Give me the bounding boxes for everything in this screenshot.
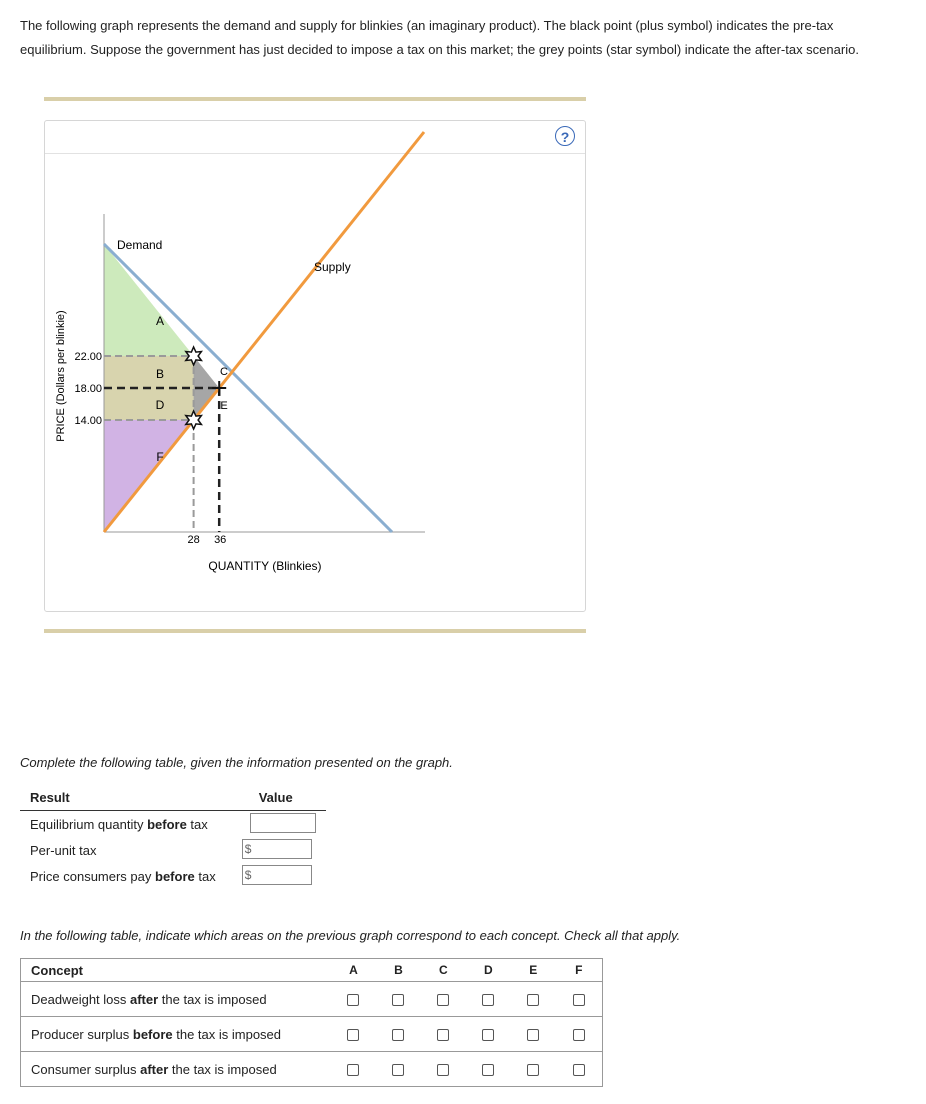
row-label-bold: before: [155, 868, 195, 884]
concept-row-consumer-surplus: [21, 1052, 603, 1087]
row-label-post: tax: [186, 816, 208, 832]
col-area-A: A: [331, 959, 376, 982]
area-label-F: F: [156, 450, 164, 464]
table1-instruction: Complete the following table, given the information presented on the graph.: [20, 755, 453, 770]
concept-label-post: the tax is imposed: [172, 1026, 282, 1042]
col-area-B: B: [376, 959, 421, 982]
area-A: [104, 244, 194, 356]
x-tick-36: 36: [214, 534, 227, 546]
per-unit-tax-input-box: [242, 839, 312, 859]
equilibrium-quantity-input[interactable]: [253, 814, 315, 834]
row-label-bold: before: [147, 816, 187, 832]
result-row: [20, 811, 326, 838]
demand-label: Demand: [117, 238, 163, 252]
checkbox-dwl-B[interactable]: [392, 994, 404, 1006]
area-label-B: B: [155, 367, 165, 381]
row-label-pre: Price consumers pay: [30, 868, 155, 884]
supply-label: Supply: [314, 260, 351, 274]
concept-label-bold: after: [130, 991, 159, 1007]
y-tick-18: 18.00: [74, 383, 102, 395]
concept-label-post: the tax is imposed: [158, 991, 267, 1007]
checkbox-cs-B[interactable]: [392, 1064, 404, 1076]
consumer-price-input[interactable]: [255, 866, 309, 886]
y-tick-22: 22.00: [74, 351, 102, 363]
concepts-table: [20, 958, 603, 1087]
concept-label-bold: after: [140, 1061, 169, 1077]
area-label-A: A: [155, 314, 165, 328]
area-D: [104, 388, 194, 420]
checkbox-cs-F[interactable]: [573, 1064, 585, 1076]
table2-instruction: In the following table, indicate which areas on the previous graph correspond to each concept. Check all that apply.: [20, 928, 681, 943]
concept-label-pre: Producer surplus: [31, 1026, 133, 1042]
help-icon[interactable]: ?: [555, 126, 575, 146]
area-B: [104, 356, 194, 388]
checkbox-ps-C[interactable]: [437, 1029, 449, 1041]
y-tick-14: 14.00: [74, 415, 102, 427]
area-label-E: E: [220, 400, 228, 412]
row-label-pre: Equilibrium quantity: [30, 816, 148, 832]
col-result-header: Result: [20, 788, 226, 811]
x-tick-28: 28: [187, 534, 200, 546]
intro-line-2: equilibrium. Suppose the government has just decided to impose a tax on this market; the grey points (star symbol) indicate the after-tax scenario.: [20, 42, 859, 57]
concept-label-bold: before: [132, 1026, 173, 1042]
checkbox-ps-A[interactable]: [347, 1029, 359, 1041]
row-label-post: tax: [194, 868, 216, 884]
intro-line-1: The following graph represents the demand and supply for blinkies (an imaginary product). The black point (plus symbol) indicates the pre-tax: [20, 18, 834, 33]
checkbox-cs-D[interactable]: [482, 1064, 494, 1076]
dollar-sign: $: [244, 867, 252, 882]
per-unit-tax-input[interactable]: [255, 840, 309, 860]
area-label-D: D: [155, 398, 165, 412]
area-label-C: C: [220, 366, 228, 378]
col-area-D: D: [466, 959, 511, 982]
concept-label-pre: Deadweight loss: [31, 991, 130, 1007]
col-value-header: Value: [226, 788, 326, 811]
result-row: [20, 837, 326, 863]
x-axis-label: QUANTITY (Blinkies): [208, 559, 322, 573]
checkbox-dwl-C[interactable]: [437, 994, 449, 1006]
dollar-sign: $: [244, 841, 252, 856]
concept-row-deadweight-loss: [21, 982, 603, 1017]
checkbox-ps-B[interactable]: [392, 1029, 404, 1041]
checkbox-cs-A[interactable]: [347, 1064, 359, 1076]
col-area-C: C: [421, 959, 466, 982]
row-label-pre: Per-unit tax: [30, 842, 97, 858]
checkbox-dwl-F[interactable]: [573, 994, 585, 1006]
result-row: [20, 863, 326, 889]
checkbox-cs-C[interactable]: [437, 1064, 449, 1076]
checkbox-ps-E[interactable]: [527, 1029, 539, 1041]
results-table: [20, 788, 326, 889]
consumer-price-input-box: [242, 865, 312, 885]
concept-label-pre: Consumer surplus: [31, 1061, 141, 1077]
y-axis-label: PRICE (Dollars per blinkie): [55, 310, 67, 442]
checkbox-dwl-A[interactable]: [347, 994, 359, 1006]
col-area-F: F: [556, 959, 603, 982]
col-concept-header: Concept: [21, 959, 332, 982]
concept-label-post: the tax is imposed: [168, 1061, 277, 1077]
equilibrium-quantity-input-box: [250, 813, 316, 833]
checkbox-ps-F[interactable]: [573, 1029, 585, 1041]
col-area-E: E: [511, 959, 556, 982]
checkbox-dwl-D[interactable]: [482, 994, 494, 1006]
concept-row-producer-surplus: [21, 1017, 603, 1052]
checkbox-dwl-E[interactable]: [527, 994, 539, 1006]
checkbox-ps-D[interactable]: [482, 1029, 494, 1041]
checkbox-cs-E[interactable]: [527, 1064, 539, 1076]
